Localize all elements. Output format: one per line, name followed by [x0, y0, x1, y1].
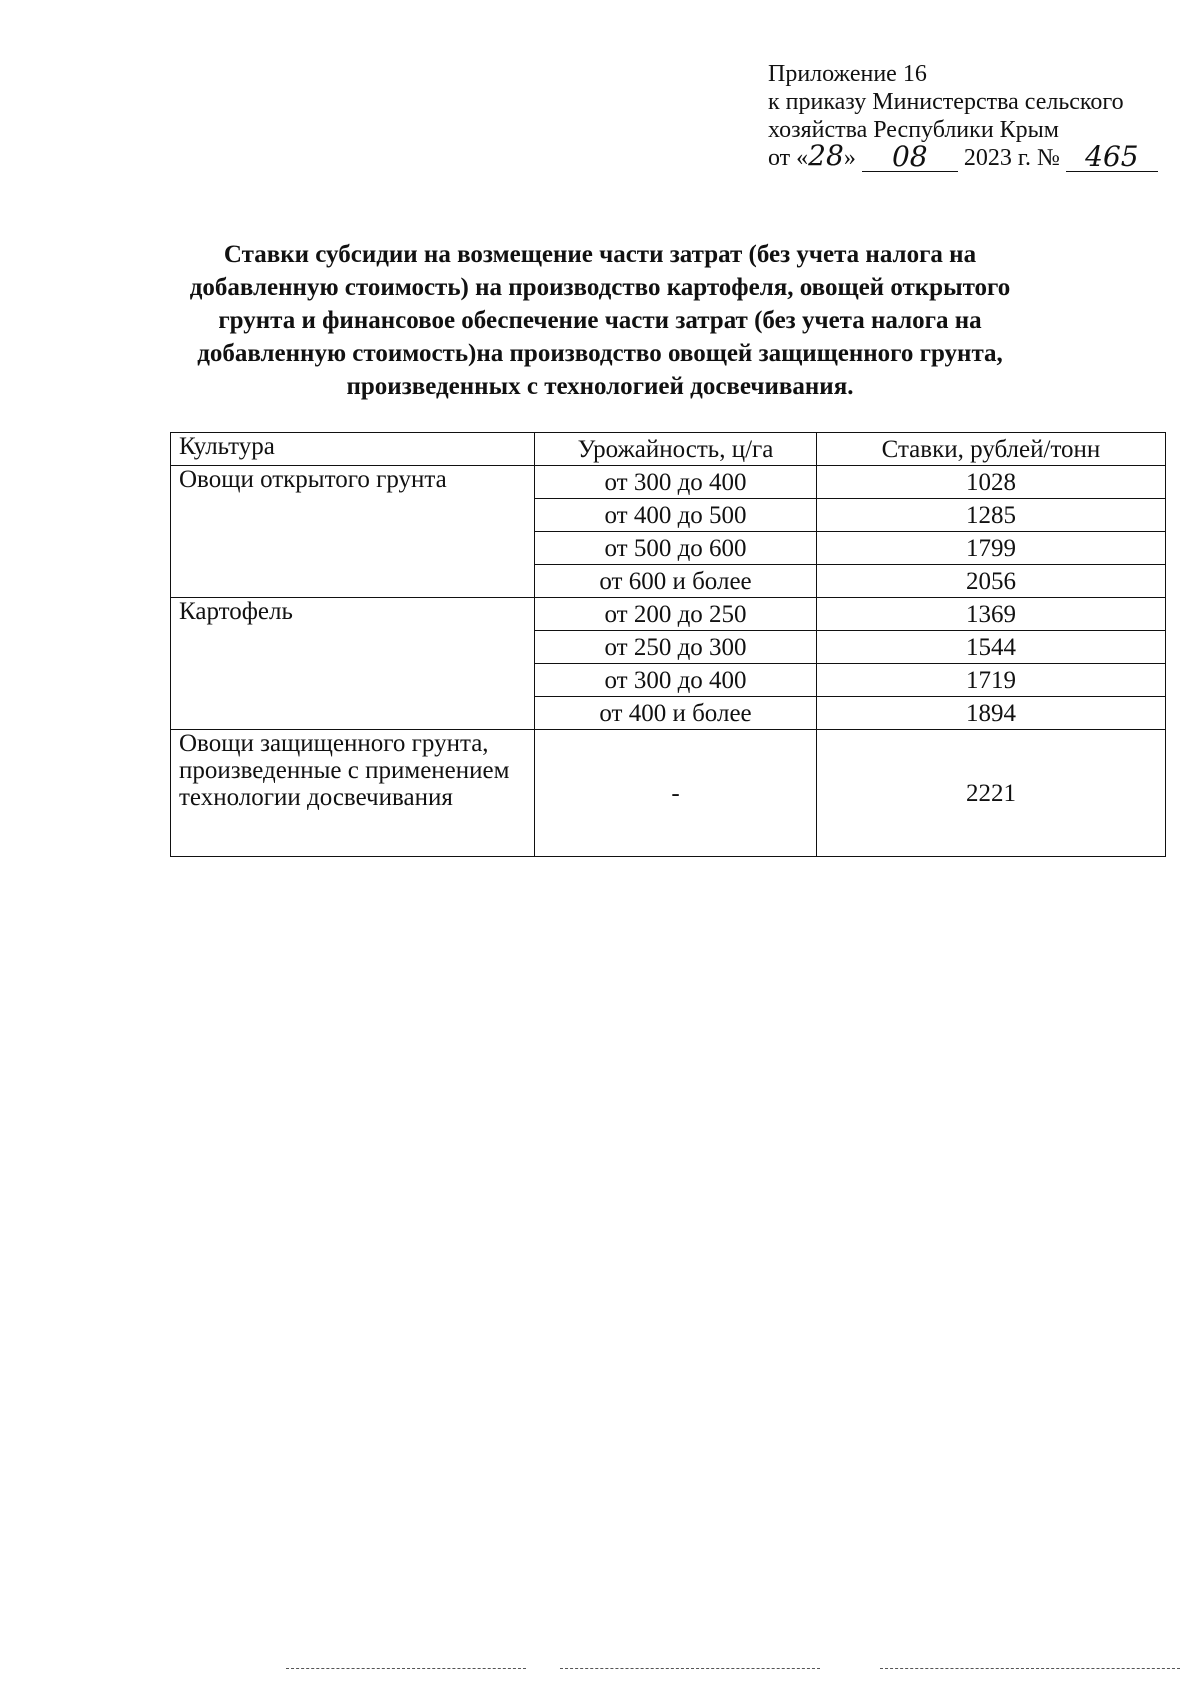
- month-blank: [862, 140, 958, 173]
- culture-cell: Овощи открытого грунта: [171, 466, 535, 598]
- appendix-block: [768, 60, 1158, 172]
- yield-cell: от 600 и более: [535, 565, 817, 598]
- yield-cell: от 500 до 600: [535, 532, 817, 565]
- table-row: [171, 466, 1166, 499]
- header-rate: Ставки, рублей/тонн: [816, 433, 1165, 466]
- culture-cell: Овощи защищенного грунта, произведенные с применением технологии досвечивания: [171, 730, 535, 857]
- date-mid: »: [843, 145, 856, 171]
- rate-cell: 1369: [816, 598, 1165, 631]
- yield-cell: от 200 до 250: [535, 598, 817, 631]
- yield-cell: от 250 до 300: [535, 631, 817, 664]
- scan-edge-mark: [560, 1668, 820, 1670]
- rate-cell: 1719: [816, 664, 1165, 697]
- scan-edge-mark: [286, 1668, 526, 1670]
- year-number-label: 2023 г. №: [963, 145, 1060, 171]
- number-blank: [1066, 140, 1158, 173]
- date-prefix: от «: [768, 145, 809, 171]
- table-row: [171, 730, 1166, 857]
- yield-cell: -: [535, 730, 817, 857]
- scan-edge-mark: [880, 1668, 1180, 1670]
- table-header-row: [171, 433, 1166, 466]
- document-title: Ставки субсидии на возмещение части затрат (без учета налога на добавленную стоимость) на производство картофеля, овощей открытого грунта и финансовое обеспечение части затрат (без учета налога на добавленную стоимость)на производство овощей защищенного грунта, произведенных с технологией досвечивания.: [189, 241, 1011, 400]
- yield-cell: от 400 до 500: [535, 499, 817, 532]
- header-yield: Урожайность, ц/га: [535, 433, 817, 466]
- yield-cell: от 300 до 400: [535, 664, 817, 697]
- rate-cell: 2056: [816, 565, 1165, 598]
- rate-cell: 1799: [816, 532, 1165, 565]
- handwritten-number: 465: [1085, 140, 1139, 173]
- rate-cell: 1028: [816, 466, 1165, 499]
- subsidy-rates-table: [170, 432, 1166, 857]
- rate-cell: 1544: [816, 631, 1165, 664]
- rate-cell: 1894: [816, 697, 1165, 730]
- appendix-date-line: [768, 139, 1158, 173]
- handwritten-month: 08: [891, 140, 928, 173]
- appendix-title: Приложение 16: [768, 61, 927, 87]
- appendix-ministry-line: хозяйства Республики Крым: [768, 117, 1059, 143]
- table-row: [171, 598, 1166, 631]
- handwritten-day: 28: [808, 139, 844, 172]
- yield-cell: от 400 и более: [535, 697, 817, 730]
- rate-cell: 2221: [816, 730, 1165, 857]
- yield-cell: от 300 до 400: [535, 466, 817, 499]
- appendix-order-line: к приказу Министерства сельского: [768, 89, 1124, 115]
- culture-cell: Картофель: [171, 598, 535, 730]
- header-culture: Культура: [171, 433, 535, 466]
- rate-cell: 1285: [816, 499, 1165, 532]
